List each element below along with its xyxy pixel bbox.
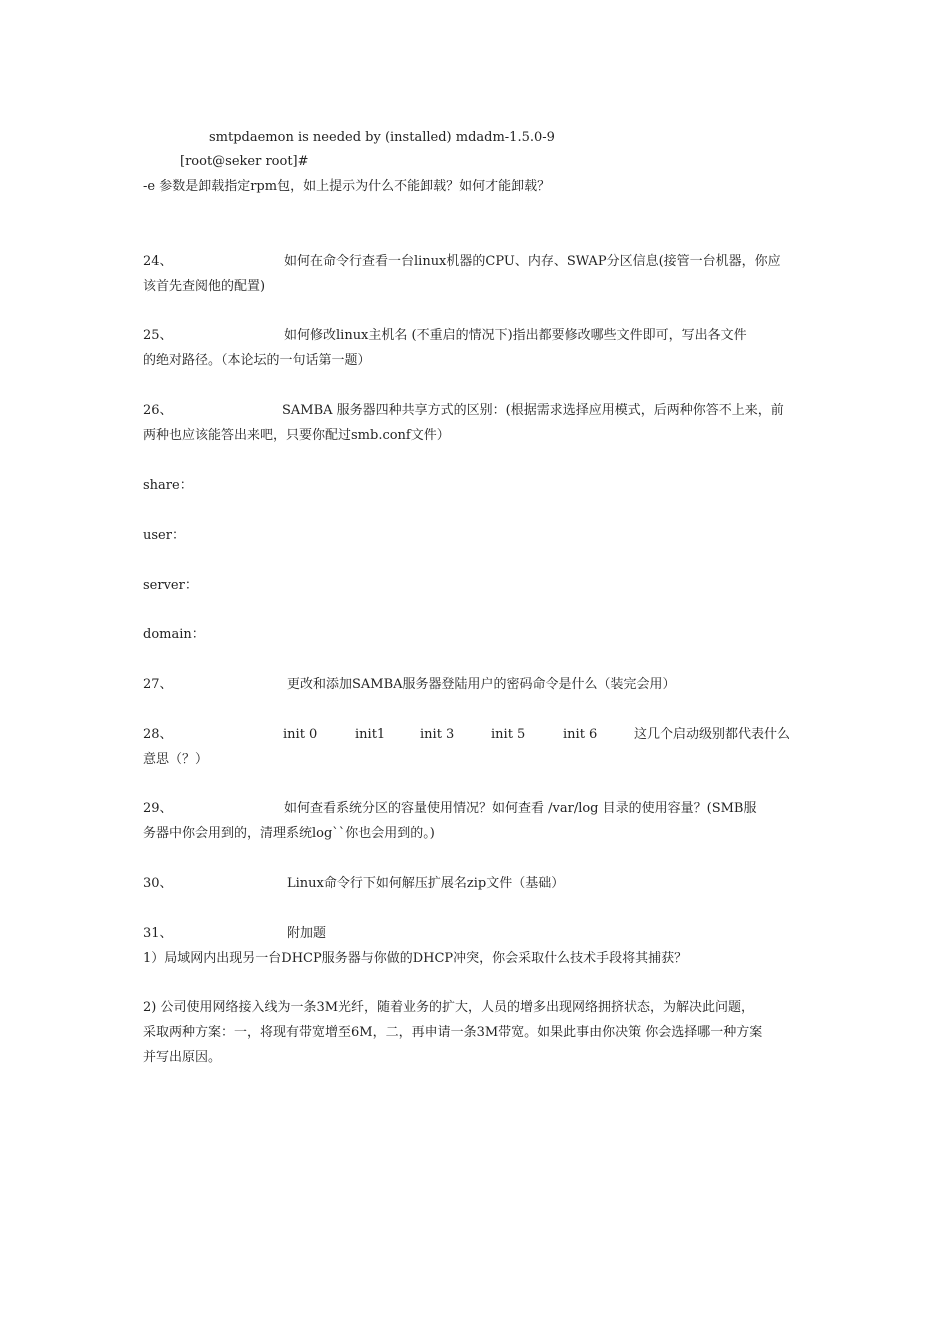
question-25-line1: 如何修改linux主机名 (不重启的情况下)指出都要修改哪些文件即可，写出各文件 — [284, 328, 747, 343]
question-number-28: 28、 — [143, 727, 173, 742]
question-25-line2: 的绝对路径。（本论坛的一句话第一题） — [143, 353, 371, 368]
question-26-line2: 两种也应该能答出来吧，只要你配过smb.conf文件） — [143, 428, 450, 443]
question-number-29: 29、 — [143, 801, 173, 816]
init-level-5: init 5 — [491, 727, 526, 742]
question-30-line1: Linux命令行下如何解压扩展名zip文件（基础） — [287, 876, 565, 891]
question-31-line1: 附加题 — [287, 926, 327, 941]
question-number-30: 30、 — [143, 876, 173, 891]
question-number-31: 31、 — [143, 926, 173, 941]
init-level-6: init 6 — [563, 727, 598, 742]
init-level-0: init 0 — [283, 727, 318, 742]
question-24-line2: 该首先查阅他的配置) — [143, 279, 266, 294]
init-level-1: init1 — [355, 727, 386, 742]
init-level-3: init 3 — [420, 727, 455, 742]
question-28-line2: 意思（？） — [143, 752, 209, 767]
question-number-24: 24、 — [143, 254, 173, 269]
question-29-line1: 如何查看系统分区的容量使用情况？如何查看 /var/log 目录的使用容量？(SMB服 — [284, 801, 757, 816]
question-number-25: 25、 — [143, 328, 173, 343]
question-28-text: 这几个启动级别都代表什么 — [634, 727, 791, 742]
question-number-26: 26、 — [143, 403, 173, 418]
extra-question-2-line3: 并写出原因。 — [143, 1050, 222, 1065]
terminal-prompt-line: [root@seker root]# — [180, 154, 309, 169]
share-label: share： — [143, 478, 193, 493]
extra-question-2-line1: 2) 公司使用网络接入线为一条3M光纤，随着业务的扩大，人员的增多出现网络拥挤状态，为解决此问题， — [143, 1000, 755, 1015]
domain-label: domain： — [143, 627, 205, 642]
terminal-output-line: smtpdaemon is needed by (installed) mdadm-1.5.0-9 — [209, 130, 555, 145]
question-29-line2: 务器中你会用到的，清理系统log``你也会用到的。) — [143, 826, 435, 841]
server-label: server： — [143, 578, 198, 593]
extra-question-1: 1）局域网内出现另一台DHCP服务器与你做的DHCP冲突，你会采取什么技术手段将其捕获？ — [143, 951, 688, 966]
question-number-27: 27、 — [143, 677, 173, 692]
question-26-line1: SAMBA 服务器四种共享方式的区别：(根据需求选择应用模式，后两种你答不上来，前 — [282, 403, 784, 418]
user-label: user： — [143, 528, 185, 543]
question-27-line1: 更改和添加SAMBA服务器登陆用户的密码命令是什么（装完会用） — [287, 677, 676, 692]
question-24-line1: 如何在命令行查看一台linux机器的CPU、内存、SWAP分区信息(接管一台机器，你应 — [284, 254, 781, 269]
extra-question-2-line2: 采取两种方案：一，将现有带宽增至6M，二，再申请一条3M带宽。如果此事由你决策 你会选择哪一种方案 — [143, 1025, 763, 1040]
question-note: -e 参数是卸载指定rpm包，如上提示为什么不能卸载？如何才能卸载？ — [143, 179, 551, 194]
